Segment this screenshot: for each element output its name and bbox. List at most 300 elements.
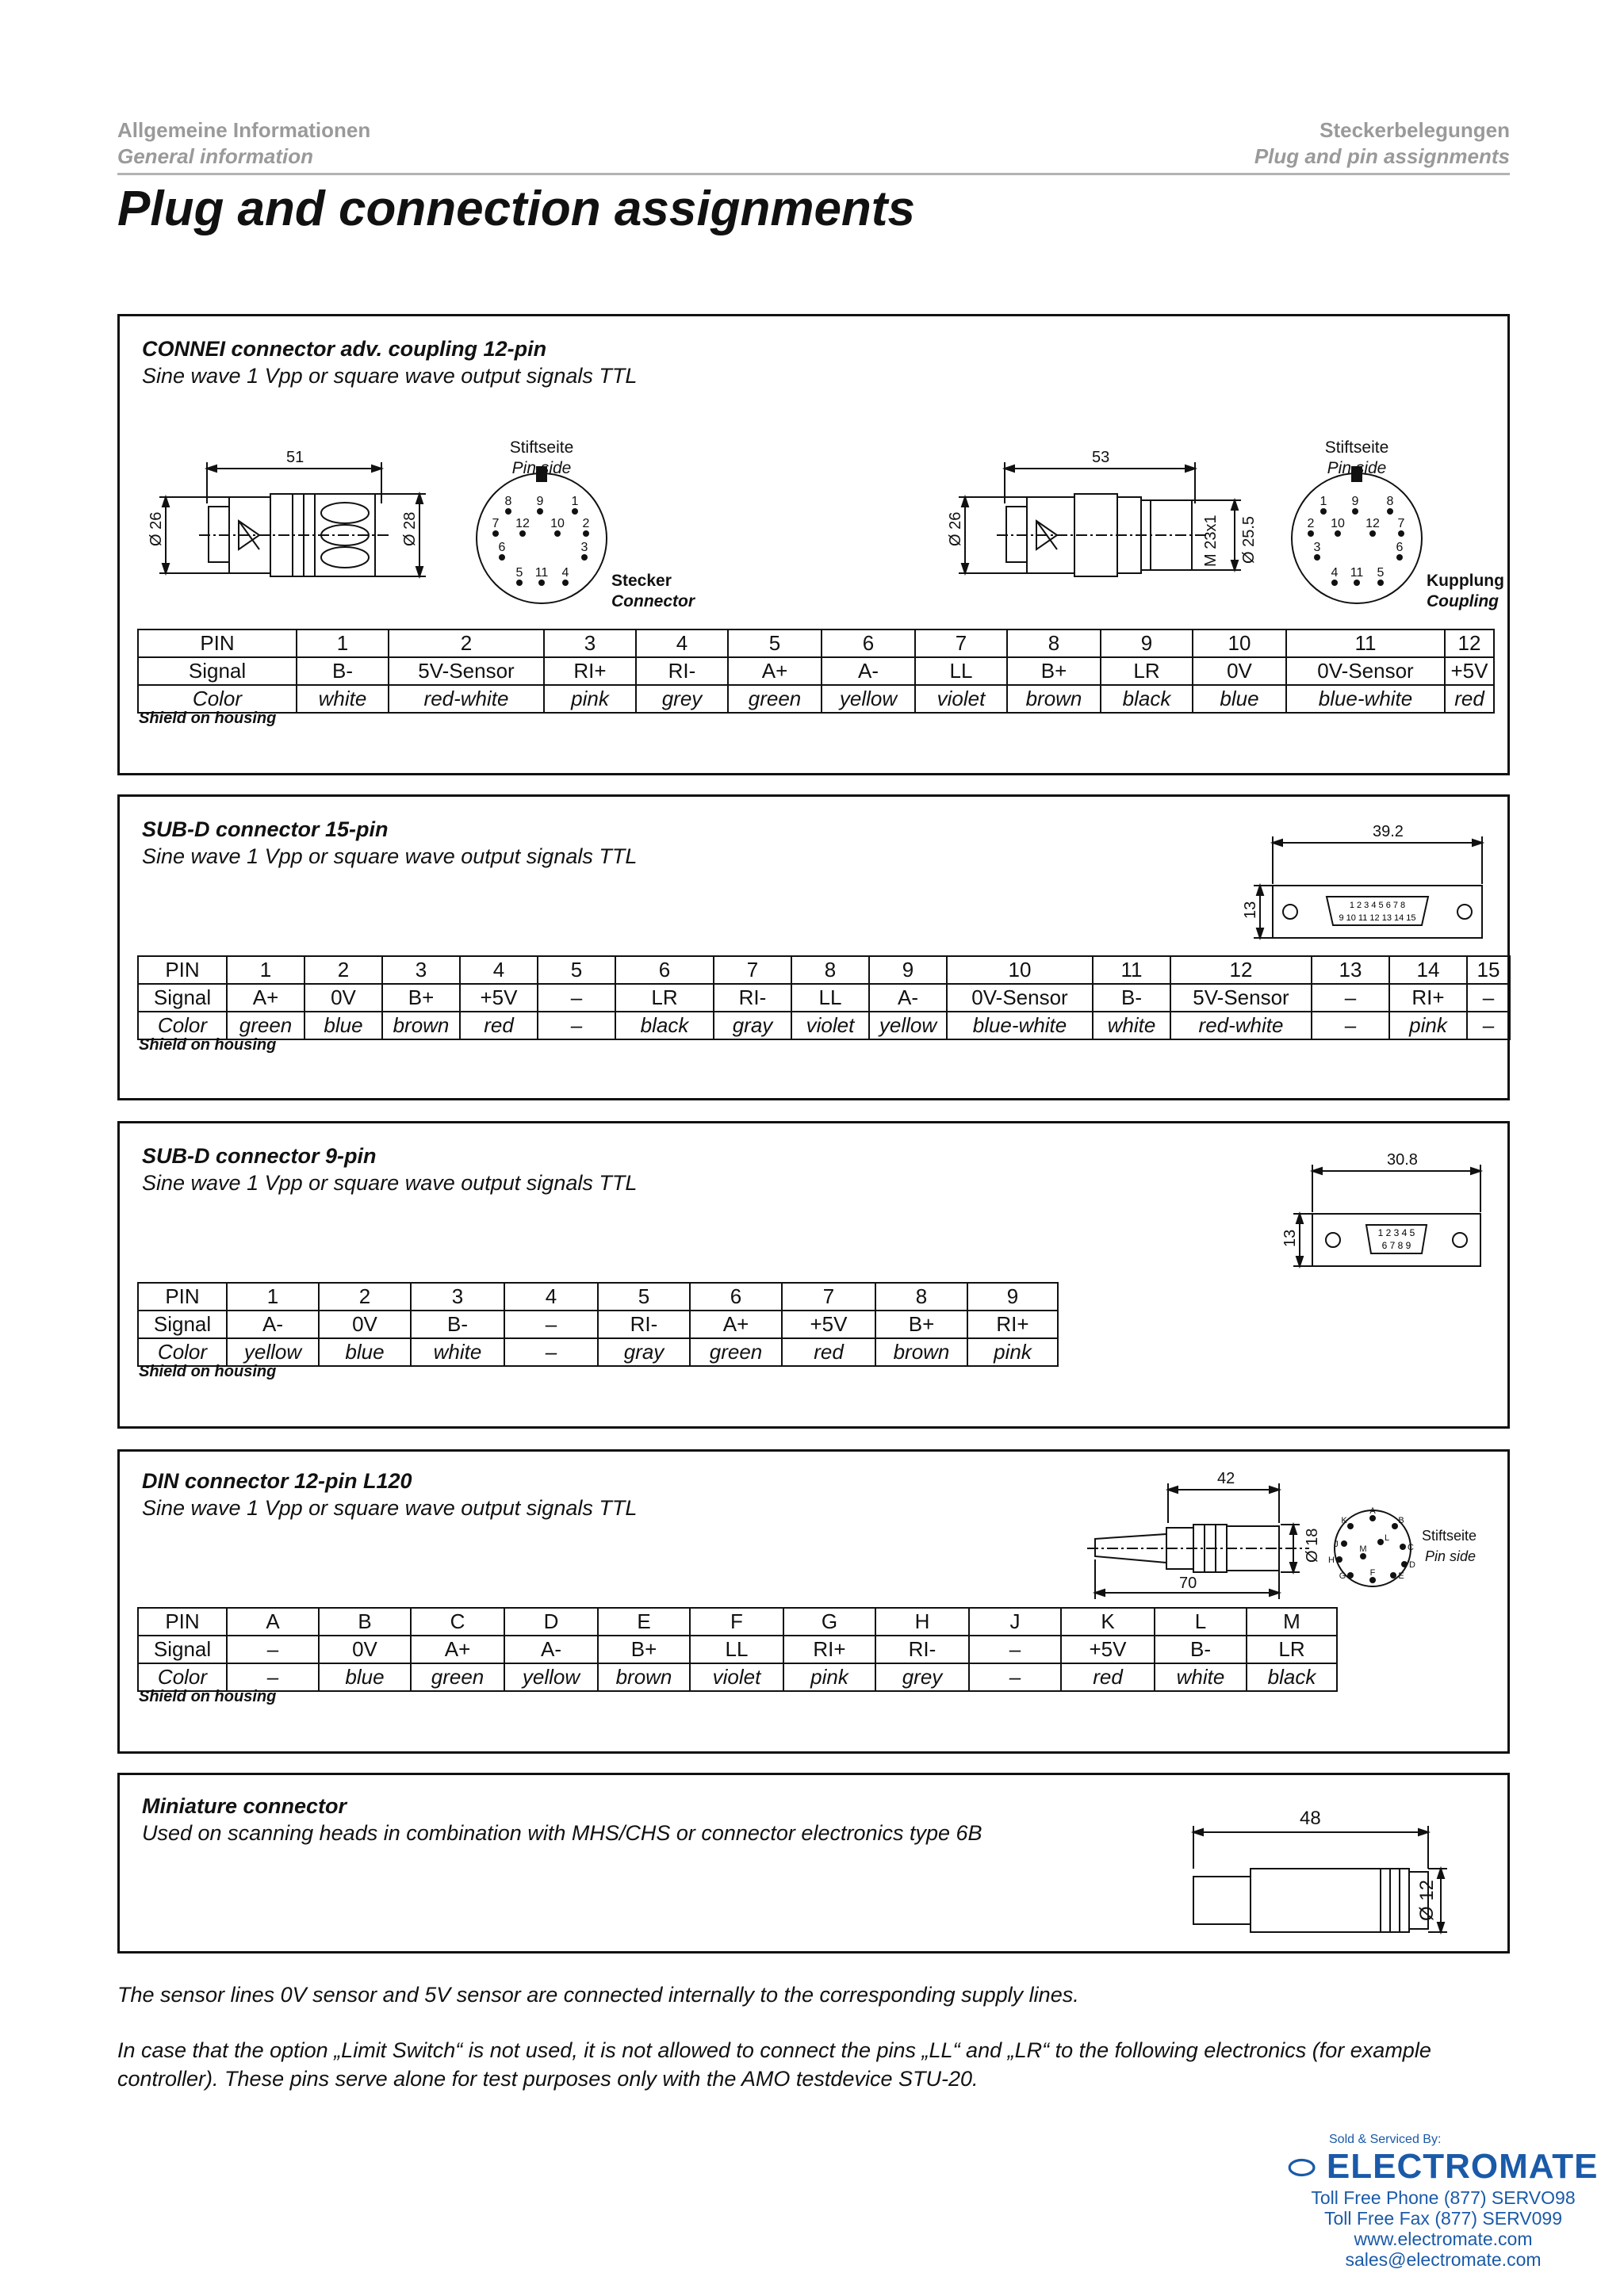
pin-label: 9	[1351, 495, 1359, 508]
color-cell: blue	[304, 1012, 382, 1039]
pin-label: 8	[504, 495, 512, 508]
pin-label: 7	[1397, 517, 1405, 530]
pin-row	[138, 1283, 1058, 1311]
signal-cell: +5V	[1445, 657, 1494, 685]
color-cell: green	[227, 1012, 304, 1039]
color-cell: –	[1467, 1012, 1510, 1039]
signal-row	[138, 657, 1494, 685]
header-left-en: General information	[117, 144, 314, 168]
subd15-row2: 9 10 11 12 13 14 15	[1339, 913, 1416, 923]
color-cell: green	[411, 1663, 504, 1691]
pin-dot	[492, 530, 499, 537]
pin-cell: 9	[1101, 629, 1193, 657]
pin-cell: 8	[875, 1283, 967, 1311]
pin-cell: 4	[636, 629, 728, 657]
pin-label: 3	[1313, 541, 1321, 554]
signal-row	[138, 1636, 1337, 1663]
color-cell: white	[411, 1338, 504, 1366]
pin-label: D	[1409, 1560, 1415, 1570]
color-row	[138, 685, 1494, 713]
pin-dot	[1369, 530, 1376, 537]
signal-cell: RI+	[544, 657, 636, 685]
pin-dot	[554, 530, 561, 537]
subd15-drawing	[1242, 821, 1507, 947]
pin-label: F	[1369, 1568, 1376, 1578]
footer-fax: Toll Free Fax (877) SERV099	[1324, 2208, 1562, 2229]
header-right-de: Steckerbelegungen	[1320, 118, 1510, 142]
signal-cell: B+	[875, 1311, 967, 1338]
color-cell: brown	[382, 1012, 460, 1039]
shield-note: Shield on housing	[139, 710, 277, 727]
pin-row	[138, 956, 1510, 984]
signal-cell: B-	[1093, 984, 1170, 1012]
connei-left-dia-b: Ø 28	[401, 511, 419, 546]
signal-cell: 5V-Sensor	[1170, 984, 1312, 1012]
pin-dot	[1377, 580, 1384, 586]
connei-right-pin-side-en: Pin side	[1327, 459, 1387, 477]
section-title: Miniature connector	[142, 1794, 347, 1818]
din12-face-pins	[1328, 1506, 1415, 1583]
signal-cell: 5V-Sensor	[389, 657, 544, 685]
pin-label: B	[1398, 1516, 1404, 1525]
pin-cell: 5	[538, 956, 615, 984]
pin-dot	[1331, 580, 1338, 586]
pin-label: 4	[1331, 566, 1339, 580]
pin-cell: 3	[544, 629, 636, 657]
subd9-row1: 1 2 3 4 5	[1377, 1227, 1415, 1238]
pin-cell: E	[598, 1608, 690, 1636]
pin-label: L	[1384, 1533, 1390, 1543]
section-title: DIN connector 12-pin L120	[142, 1469, 412, 1493]
pin-cell: D	[504, 1608, 598, 1636]
connei-right-pin-side-de: Stiftseite	[1324, 438, 1389, 457]
pin-dot	[1314, 554, 1320, 561]
pin-dot	[1347, 1523, 1354, 1529]
color-cell: grey	[636, 685, 728, 713]
signal-cell: LR	[1101, 657, 1193, 685]
signal-cell: RI-	[636, 657, 728, 685]
pin-dot	[1352, 508, 1358, 515]
din12-body-length: 42	[1217, 1470, 1235, 1487]
header-left	[117, 117, 370, 170]
color-cell: yellow	[504, 1663, 598, 1691]
pin-cell: 7	[782, 1283, 875, 1311]
color-cell: violet	[690, 1663, 783, 1691]
color-cell: blue	[319, 1663, 411, 1691]
color-cell: –	[538, 1012, 615, 1039]
pin-cell: 6	[690, 1283, 782, 1311]
signal-cell: A-	[869, 984, 947, 1012]
color-cell: white	[297, 685, 389, 713]
signal-cell: –	[538, 984, 615, 1012]
pin-row	[138, 1608, 1337, 1636]
color-cell: –	[1312, 1012, 1389, 1039]
subd15-pin-table	[137, 955, 1511, 1040]
signal-cell: 0V	[319, 1636, 411, 1663]
pin-dot	[562, 580, 569, 586]
section-connei	[117, 314, 1510, 775]
pin-label: 1	[571, 495, 579, 508]
signal-cell: B-	[297, 657, 389, 685]
din12-total-length: 70	[1179, 1575, 1197, 1592]
signal-cell: 0V	[319, 1311, 411, 1338]
pin-row	[138, 629, 1494, 657]
pin-label: 1	[1320, 495, 1327, 508]
pin-dot	[1360, 1553, 1366, 1559]
signal-row	[138, 984, 1510, 1012]
color-cell: red	[1061, 1663, 1155, 1691]
pin-label: 8	[1386, 495, 1394, 508]
pin-label: E	[1398, 1571, 1404, 1581]
color-row	[138, 1012, 1510, 1039]
section-din12	[117, 1449, 1510, 1754]
pin-cell: 1	[227, 956, 304, 984]
pin-cell: 8	[1007, 629, 1101, 657]
section-miniature	[117, 1773, 1510, 1954]
section-subtitle: Sine wave 1 Vpp or square wave output signals TTL	[142, 1496, 638, 1520]
pin-cell: 2	[304, 956, 382, 984]
pin-dot	[572, 508, 578, 515]
subd9-drawing	[1281, 1149, 1500, 1276]
pin-dot	[519, 530, 526, 537]
subd15-row1: 1 2 3 4 5 6 7 8	[1349, 901, 1406, 910]
pin-dot	[1320, 508, 1327, 515]
color-cell: pink	[1389, 1012, 1467, 1039]
pin-cell: F	[690, 1608, 783, 1636]
pin-cell: 5	[728, 629, 822, 657]
row-label: PIN	[138, 1608, 227, 1636]
signal-cell: –	[1312, 984, 1389, 1012]
color-cell: white	[1093, 1012, 1170, 1039]
pin-dot	[581, 554, 588, 561]
row-label: Color	[138, 1663, 227, 1691]
pin-cell: 14	[1389, 956, 1467, 984]
color-cell: pink	[783, 1663, 875, 1691]
connei-stecker-en: Connector	[611, 592, 695, 610]
pin-dot	[538, 580, 545, 586]
pin-dot	[499, 554, 505, 561]
section-subd15	[117, 794, 1510, 1100]
pin-cell: J	[969, 1608, 1061, 1636]
signal-cell: +5V	[460, 984, 538, 1012]
header-right-en: Plug and pin assignments	[1254, 144, 1510, 168]
footer-brand	[1277, 2147, 1610, 2187]
pin-label: H	[1328, 1556, 1335, 1565]
pin-label: K	[1341, 1516, 1347, 1525]
footer-brand-text: ELECTROMATE	[1326, 2147, 1599, 2186]
row-label: Color	[138, 685, 297, 713]
subd9-pin-table	[137, 1282, 1059, 1367]
connei-kupplung-en: Coupling	[1427, 592, 1499, 610]
pin-label: A	[1369, 1506, 1376, 1516]
shield-note: Shield on housing	[139, 1688, 277, 1705]
pin-cell: 11	[1286, 629, 1445, 657]
pin-cell: 12	[1445, 629, 1494, 657]
pin-cell: B	[319, 1608, 411, 1636]
signal-cell: RI+	[1389, 984, 1467, 1012]
pin-label: 5	[515, 566, 523, 580]
din12-diameter: Ø 18	[1304, 1528, 1321, 1563]
pin-cell: 4	[504, 1283, 598, 1311]
subd9-row2: 6 7 8 9	[1381, 1240, 1411, 1251]
connei-stecker-de: Stecker	[611, 572, 672, 590]
row-label: Signal	[138, 1311, 227, 1338]
signal-cell: 0V-Sensor	[1286, 657, 1445, 685]
section-subtitle: Sine wave 1 Vpp or square wave output signals TTL	[142, 364, 638, 388]
pin-label: 2	[1307, 517, 1315, 530]
section-subtitle: Used on scanning heads in combination with MHS/CHS or connector electronics type 6B	[142, 1821, 982, 1845]
pin-cell: H	[875, 1608, 969, 1636]
pin-cell: A	[227, 1608, 319, 1636]
row-label: Signal	[138, 657, 297, 685]
color-cell: blue-white	[1286, 685, 1445, 713]
shield-note: Shield on housing	[139, 1363, 277, 1380]
section-title: SUB-D connector 15-pin	[142, 817, 389, 841]
color-cell: yellow	[869, 1012, 947, 1039]
pin-label: C	[1408, 1543, 1414, 1552]
header-divider	[117, 173, 1510, 175]
pin-label: 12	[515, 517, 530, 530]
color-cell: red-white	[1170, 1012, 1312, 1039]
pin-label: 3	[580, 541, 588, 554]
pin-dot	[1400, 1544, 1406, 1550]
pin-dot	[1390, 1572, 1396, 1578]
pin-dot	[1377, 1539, 1384, 1545]
pin-cell: 4	[460, 956, 538, 984]
subd9-height: 13	[1281, 1229, 1299, 1247]
color-cell: violet	[791, 1012, 869, 1039]
connei-left-face-pins	[492, 495, 590, 586]
connei-kupplung-de: Kupplung	[1427, 572, 1504, 590]
pin-label: 11	[534, 566, 549, 580]
section-subtitle: Sine wave 1 Vpp or square wave output signals TTL	[142, 1171, 638, 1195]
row-label: PIN	[138, 629, 297, 657]
electromate-footer	[1277, 2133, 1610, 2270]
color-cell: –	[227, 1663, 319, 1691]
color-cell: –	[969, 1663, 1061, 1691]
mini-length: 48	[1300, 1808, 1321, 1829]
connei-left-length: 51	[286, 449, 304, 466]
pin-cell: 7	[714, 956, 791, 984]
signal-cell: RI+	[783, 1636, 875, 1663]
pin-label: 12	[1365, 517, 1380, 530]
pin-cell: 6	[615, 956, 714, 984]
pin-cell: 10	[1193, 629, 1286, 657]
pin-dot	[1369, 1515, 1376, 1521]
signal-cell: 0V	[1193, 657, 1286, 685]
row-label: PIN	[138, 956, 227, 984]
connei-left-pin-side-de: Stiftseite	[509, 438, 574, 457]
color-cell: grey	[875, 1663, 969, 1691]
signal-row	[138, 1311, 1058, 1338]
shield-note: Shield on housing	[139, 1036, 277, 1054]
signal-cell: 0V	[304, 984, 382, 1012]
pin-cell: 10	[947, 956, 1093, 984]
pin-label: 6	[1396, 541, 1404, 554]
color-cell: blue	[1193, 685, 1286, 713]
signal-cell: LR	[615, 984, 714, 1012]
signal-cell: –	[227, 1636, 319, 1663]
note-limit-switch: In case that the option „Limit Switch“ is not used, it is not allowed to connect the pins „LL“ and „LR“ to the following electronics (for example controller). These pins serve alone for test purposes only with the AMO testdevice STU-20.	[117, 2038, 1431, 2091]
signal-cell: B+	[598, 1636, 690, 1663]
signal-cell: A+	[728, 657, 822, 685]
pin-cell: 3	[382, 956, 460, 984]
section-subd9	[117, 1121, 1510, 1429]
signal-cell: A+	[690, 1311, 782, 1338]
color-cell: blue-white	[947, 1012, 1093, 1039]
signal-cell: LL	[690, 1636, 783, 1663]
pin-label: 5	[1377, 566, 1385, 580]
pin-dot	[1387, 508, 1393, 515]
pin-dot	[1401, 1561, 1408, 1567]
color-cell: yellow	[822, 685, 915, 713]
pin-cell: 1	[297, 629, 389, 657]
color-cell: brown	[875, 1338, 967, 1366]
signal-cell: RI-	[875, 1636, 969, 1663]
signal-cell: RI+	[967, 1311, 1058, 1338]
signal-cell: +5V	[782, 1311, 875, 1338]
footer-web[interactable]: www.electromate.com	[1354, 2229, 1533, 2249]
signal-cell: +5V	[1061, 1636, 1155, 1663]
subd15-width: 39.2	[1373, 823, 1404, 840]
color-cell: red	[1445, 685, 1494, 713]
pin-cell: 9	[869, 956, 947, 984]
pin-dot	[1398, 530, 1404, 537]
connei-right-length: 53	[1092, 449, 1110, 466]
signal-cell: 0V-Sensor	[947, 984, 1093, 1012]
color-cell: brown	[1007, 685, 1101, 713]
pin-label: 10	[1331, 517, 1345, 530]
connei-left-pin-side-en: Pin side	[511, 459, 572, 477]
pin-cell: 2	[319, 1283, 411, 1311]
pin-dot	[1347, 1572, 1354, 1578]
pin-label: 9	[536, 495, 544, 508]
pin-label: M	[1359, 1544, 1367, 1554]
pin-cell: 15	[1467, 956, 1510, 984]
pin-cell: G	[783, 1608, 875, 1636]
signal-cell: B-	[411, 1311, 504, 1338]
section-title: SUB-D connector 9-pin	[142, 1144, 377, 1168]
connei-right-dia-a: Ø 26	[947, 511, 964, 546]
pin-label: G	[1339, 1571, 1346, 1581]
pin-cell: 2	[389, 629, 544, 657]
color-cell: red	[782, 1338, 875, 1366]
signal-cell: A-	[822, 657, 915, 685]
pin-dot	[1341, 1540, 1347, 1547]
pin-label: 10	[550, 517, 565, 530]
color-cell: brown	[598, 1663, 690, 1691]
section-title: CONNEI connector adv. coupling 12-pin	[142, 337, 547, 361]
footer-email[interactable]: sales@electromate.com	[1345, 2249, 1542, 2270]
page-title: Plug and connection assignments	[117, 182, 915, 236]
pin-cell: 13	[1312, 956, 1389, 984]
signal-cell: A-	[227, 1311, 319, 1338]
din12-pin-table	[137, 1607, 1338, 1692]
footer-phone: Toll Free Phone (877) SERVO98	[1311, 2187, 1576, 2208]
pin-dot	[583, 530, 589, 537]
connei-right-face-pins	[1308, 495, 1405, 586]
signal-cell: A+	[227, 984, 304, 1012]
pin-cell: K	[1061, 1608, 1155, 1636]
color-cell: black	[1101, 685, 1193, 713]
signal-cell: LL	[791, 984, 869, 1012]
header-left-de: Allgemeine Informationen	[117, 118, 371, 142]
pin-dot	[1369, 1577, 1376, 1583]
signal-cell: –	[1467, 984, 1510, 1012]
pin-label: 6	[498, 541, 506, 554]
pin-dot	[1396, 554, 1403, 561]
color-cell: gray	[598, 1338, 690, 1366]
pin-cell: 6	[822, 629, 915, 657]
header-right	[1254, 117, 1510, 170]
row-label: Color	[138, 1338, 227, 1366]
pin-cell: 5	[598, 1283, 690, 1311]
color-cell: green	[690, 1338, 782, 1366]
pin-cell: M	[1247, 1608, 1337, 1636]
signal-cell: –	[504, 1311, 598, 1338]
row-label: Signal	[138, 1636, 227, 1663]
pin-label: 7	[492, 517, 500, 530]
color-cell: pink	[544, 685, 636, 713]
connei-pin-table	[137, 629, 1495, 714]
color-row	[138, 1663, 1337, 1691]
signal-cell: B+	[1007, 657, 1101, 685]
color-cell: black	[615, 1012, 714, 1039]
row-label: Signal	[138, 984, 227, 1012]
pin-cell: 8	[791, 956, 869, 984]
mini-diameter: Ø 12	[1416, 1879, 1438, 1921]
pin-cell: 11	[1093, 956, 1170, 984]
pin-cell: 1	[227, 1283, 319, 1311]
pin-dot	[1335, 530, 1341, 537]
electromate-logo-icon: ⬭	[1288, 2150, 1316, 2185]
color-cell: pink	[967, 1338, 1058, 1366]
pin-cell: 7	[915, 629, 1007, 657]
pin-dot	[516, 580, 523, 586]
signal-cell: RI-	[598, 1311, 690, 1338]
subd9-width: 30.8	[1387, 1151, 1418, 1169]
row-label: Color	[138, 1012, 227, 1039]
connei-right-thread: M 23x1	[1202, 515, 1220, 567]
color-cell: white	[1155, 1663, 1247, 1691]
pin-dot	[1308, 530, 1314, 537]
footer-sold: Sold & Serviced By:	[1329, 2133, 1442, 2146]
din12-drawing	[1087, 1468, 1500, 1610]
pin-dot	[537, 508, 543, 515]
connei-coupling-drawing	[959, 462, 1422, 603]
pin-dot	[1392, 1523, 1398, 1529]
color-cell: red-white	[389, 685, 544, 713]
din12-pin-side-de: Stiftseite	[1422, 1528, 1477, 1544]
connei-right-dia-b: Ø 25.5	[1240, 515, 1258, 564]
signal-cell: LR	[1247, 1636, 1337, 1663]
pin-cell: C	[411, 1608, 504, 1636]
signal-cell: B+	[382, 984, 460, 1012]
color-cell: gray	[714, 1012, 791, 1039]
pin-dot	[1336, 1556, 1342, 1563]
color-cell: violet	[915, 685, 1007, 713]
pin-cell: L	[1155, 1608, 1247, 1636]
pin-dot	[505, 508, 511, 515]
pin-label: 11	[1350, 566, 1364, 580]
signal-cell: LL	[915, 657, 1007, 685]
pin-cell: 12	[1170, 956, 1312, 984]
signal-cell: B-	[1155, 1636, 1247, 1663]
color-cell: red	[460, 1012, 538, 1039]
mini-drawing	[1182, 1789, 1515, 1948]
row-label: PIN	[138, 1283, 227, 1311]
pin-label: J	[1334, 1540, 1339, 1549]
